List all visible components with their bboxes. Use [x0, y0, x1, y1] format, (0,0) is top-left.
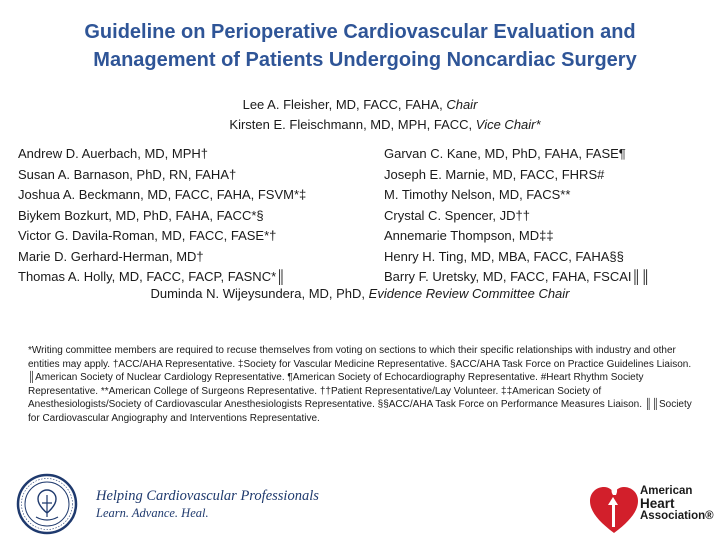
chairs-block — [0, 95, 720, 135]
member-name: M. Timothy Nelson, MD, FACS** — [384, 187, 571, 202]
slide-title — [0, 18, 720, 74]
erc-chair-name: Duminda N. Wijeysundera, MD, PhD, — [150, 286, 369, 301]
footnote: *Writing committee members are required to recuse themselves from voting on sections to which their specific relationships with industry and other entities may apply. †ACC/AHA Representative. ‡Society for Vascular Medicine Representative. §ACC/AHA Task Force on Practice Guidelines Liaison. ║American Society of Nuclear Cardiology Representative. ¶American Society of Echocardiography Representative. #Heart Rhythm Society Representative. **American College of Surgeons Representative. ††Patient Representative/Lay Volunteer. ‡‡American Society of Anesthesiologists/Society of Cardiovascular Anesthesiologists Representative. §§ACC/AHA Task Force on Performance Measures Liaison. ║║Society for Cardiovascular Angiography and Interventions Representative. — [28, 345, 692, 424]
member-name: Garvan C. Kane, MD, PhD, FAHA, FASE¶ — [384, 146, 626, 161]
member-name: Joseph E. Marnie, MD, FACC, FHRS# — [384, 166, 605, 182]
aha-wordmark — [640, 485, 714, 522]
members-left-column — [18, 144, 306, 288]
member-name: Victor G. Davila-Roman, MD, FACC, FASE*† — [18, 228, 277, 243]
acc-seal-icon — [16, 473, 78, 535]
tagline-line-2: Learn. Advance. Heal. — [96, 506, 209, 520]
member-name: Joshua A. Beckmann, MD, FACC, FAHA, FSVM*‡ — [18, 187, 307, 202]
members-right-column — [384, 144, 650, 288]
chair-name: Lee A. Fleisher, MD, FACC, FAHA, — [242, 97, 447, 112]
title-line-2: Management of Patients Undergoing Noncardiac Surgery — [93, 49, 637, 71]
erc-chair-line — [0, 285, 720, 303]
erc-chair-role: Evidence Review Committee Chair — [368, 286, 570, 301]
tagline-line-1: Helping Cardiovascular Professionals — [96, 488, 319, 504]
vice-chair-line — [0, 115, 720, 135]
title-line-1: Guideline on Perioperative Cardiovascular Evaluation and — [84, 21, 636, 43]
member-name: Crystal C. Spencer, JD†† — [384, 207, 530, 223]
member-name: Marie D. Gerhard-Herman, MD† — [18, 248, 204, 264]
chair-line — [0, 95, 720, 115]
member-name: Barry F. Uretsky, MD, FACC, FAHA, FSCAI║║ — [384, 269, 650, 284]
footer — [0, 465, 720, 540]
vice-chair-name: Kirsten E. Fleischmann, MD, MPH, FACC, — [229, 117, 476, 132]
member-name: Susan A. Barnason, PhD, RN, FAHA† — [18, 166, 237, 182]
aha-line-3: Association® — [640, 510, 714, 522]
chair-role: Chair — [446, 97, 478, 112]
member-name: Andrew D. Auerbach, MD, MPH† — [18, 146, 209, 161]
member-name: Thomas A. Holly, MD, FACC, FACP, FASNC*║ — [18, 269, 286, 284]
member-name: Biykem Bozkurt, MD, PhD, FAHA, FACC*§ — [18, 207, 264, 223]
aha-line-2: Heart — [640, 496, 675, 511]
member-name: Henry H. Ting, MD, MBA, FACC, FAHA§§ — [384, 248, 624, 264]
member-name: Annemarie Thompson, MD‡‡ — [384, 228, 554, 243]
vice-chair-role: Vice Chair* — [475, 117, 541, 132]
aha-line-1: American — [640, 485, 693, 497]
acc-tagline — [96, 487, 319, 521]
